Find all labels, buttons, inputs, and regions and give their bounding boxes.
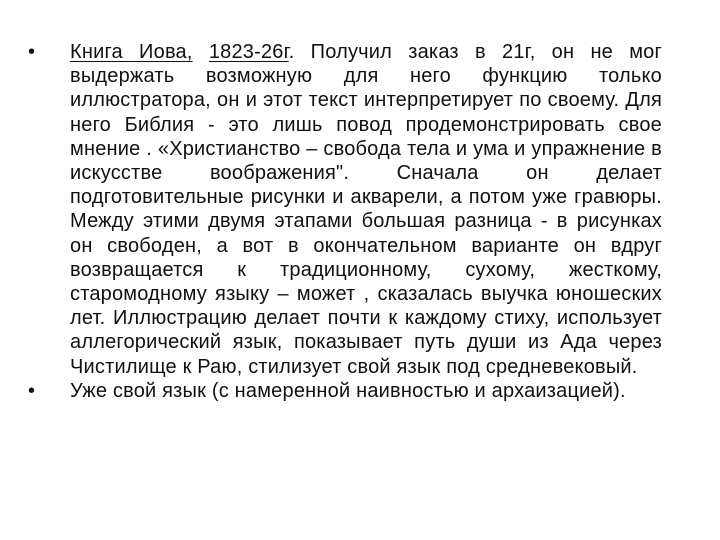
bullet-item-job-book <box>28 40 662 379</box>
bullet-body-text: . Получил заказ в 21г, он не мог выдержать возможную для него функцию только иллюстратора, он и этот текст интерпретирует по своему. Для него Библия - это лишь повод продемонстрировать свое мнение . «Христианство – свобода тела и ума и упражнение в искусстве воображения". Сначала он делает подготовительные рисунки и акварели, а потом уже гравюры. Между этими двумя этапами большая разница - в рисунках он свободен, а вот в окончательном варианте он вдруг возвращается к традиционному, сухому, жесткому, старомодному языку – может , сказалась выучка юношеских лет. Иллюстрацию делает почти к каждому стиху, использует аллегорический язык, показывает путь души из Ада через Чистилище к Раю, стилизует свой язык под средневековый. <box>70 41 662 378</box>
bullet-body-text: Уже свой язык (с намеренной наивностью и архаизацией). <box>70 379 626 402</box>
book-years-link: 1823-26г <box>208 41 289 63</box>
bullet-dot-icon: • <box>28 379 36 402</box>
bullet-item-language <box>28 379 662 403</box>
bullet-dot-icon: • <box>28 41 36 63</box>
book-title-link: Книга Иова, <box>70 41 193 63</box>
bullet-list <box>28 40 662 403</box>
